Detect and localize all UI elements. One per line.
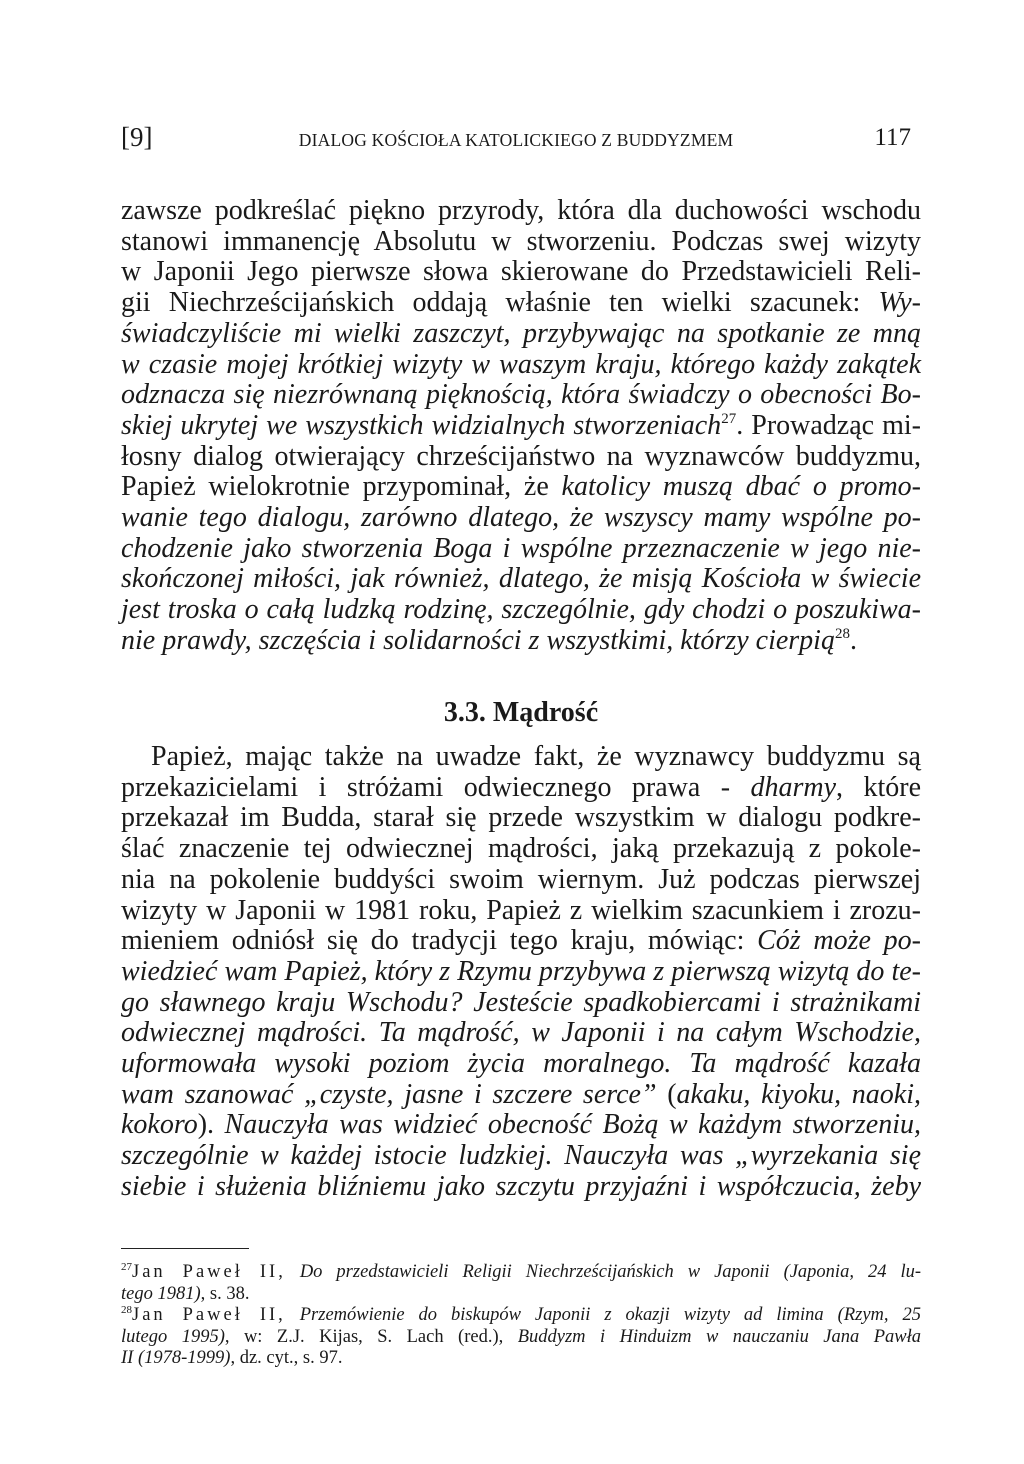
footnote-28: $^{28}$Jan Paweł II, Przemówienie do biskupów Japonii z okazji wizyty ad limina (Rzym, 25 lutego 1995), w: Z.J. Kijas, S. Lach (red.), Buddyzm i Hinduizm w nauczaniu Jana Pawła II (1978-1999), dz. cyt., s. 97. [121, 1304, 921, 1369]
footnote-27: $^{27}$Jan Paweł II, Do przedstawicieli Religii Niechrześcijańskich w Japonii (Japonia, 24 lu- tego 1981), s. 38. [121, 1261, 921, 1304]
text-line: wizyty w Japonii w 1981 roku, Papież z wielkim szacunkiem i zrozu- [121, 894, 921, 926]
text-line: przekazał im Budda, starał się przede wszystkim w dialogu podkre- [121, 802, 921, 834]
text-line: siebie i służenia bliźniemu jako szczytu przyjaźni i współczucia, żeby [121, 1170, 921, 1202]
text-line: świadczyliście mi wielki zaszczyt, przybywając na spotkanie ze mną [121, 317, 921, 349]
text-line: w czasie mojej krótkiej wizyty w waszym kraju, którego każdy zakątek [121, 348, 921, 380]
paragraph-2 [121, 742, 921, 1203]
text-line: mieniem odniósł się do tradycji tego kraju, mówiąc: Cóż może po- [121, 925, 921, 957]
section-heading: 3.3. Mądrość [443, 697, 599, 728]
text-line: w Japonii Jego pierwsze słowa skierowane do Przedstawicieli Reli- [121, 256, 921, 288]
text-line: szczególnie w każdej istocie ludzkiej. Nauczyła was „wyrzekania się [121, 1140, 921, 1172]
text-line: ślać znaczenie tej odwiecznej mądrości, jaką przekazują z pokole- [121, 833, 921, 865]
footnote-ref-28: 28 [834, 625, 850, 642]
footnote-separator [121, 1248, 249, 1249]
text-line: uformowała wysoki poziom życia moralnego. Ta mądrość kazała [121, 1048, 921, 1080]
footnote-ref-27: 27 [721, 410, 737, 427]
text-line: skończonej miłości, jak również, dlatego, że misją Kościoła w świecie [121, 563, 921, 595]
footnotes [121, 1262, 921, 1370]
text-line: wam szanować „czyste, jasne i szczere serce” (akaku, kiyoku, naoki, [121, 1078, 922, 1110]
text-line: go sławnego kraju Wschodu? Jesteście spadkobiercami i strażnikami [121, 986, 921, 1018]
text-line: kokoro). Nauczyła was widzieć obecność Bożą w każdym stworzeniu, [121, 1109, 921, 1141]
text-line: odznacza się niezrównaną pięknością, która świadczy o obecności Bo- [121, 379, 921, 411]
text-line: Papież, mając także na uwadze fakt, że wyznawcy buddyzmu są [151, 741, 921, 772]
running-head [121, 122, 911, 162]
text-line: Papież wielokrotnie przypominał, że katolicy muszą dbać o promo- [121, 471, 921, 503]
running-title: DIALOG KOŚCIOŁA KATOLICKIEGO Z BUDDYZMEM [298, 130, 734, 150]
text-line: nie prawdy, szczęścia i solidarności z wszystkimi, którzy cierpią$^{28}$. [121, 624, 857, 656]
text-line: przekazicielami i stróżami odwiecznego prawa - dharmy, które [121, 771, 922, 803]
text-line: łosny dialog otwierający chrześcijaństwo na wyznawców buddyzmu, [121, 440, 921, 472]
text-line: jest troska o całą ludzką rodzinę, szczególnie, gdy chodzi o poszukiwa- [121, 594, 921, 626]
text-line: wanie tego dialogu, zarówno dlatego, że wszyscy mamy wspólne po- [121, 502, 921, 534]
text-line: stanowi immanencję Absolutu w stworzeniu. Podczas swej wizyty [121, 225, 921, 257]
text-line: wiedzieć wam Papież, który z Rzymu przybywa z pierwszą wizytą do te- [121, 955, 921, 987]
text-line: gii Niechrześcijańskich oddają właśnie ten wielki szacunek: Wy- [121, 287, 921, 319]
paragraph-1 [121, 196, 921, 657]
page-number: 117 [874, 124, 911, 151]
text-line: chodzenie jako stworzenia Boga i wspólne przeznaczenie w jego nie- [121, 532, 921, 564]
text-line: nia na pokolenie buddyści swoim wiernym. Już podczas pierwszej [121, 863, 921, 895]
text-line: odwiecznej mądrości. Ta mądrość, w Japonii i na całym Wschodzie, [121, 1017, 921, 1049]
section-number: [9] [121, 122, 153, 152]
text-line: zawsze podkreślać piękno przyrody, która dla duchowości wschodu [121, 195, 921, 226]
text-line: skiej ukrytej we wszystkich widzialnych stworzeniach$^{27}$. Prowadząc mi- [121, 409, 922, 441]
